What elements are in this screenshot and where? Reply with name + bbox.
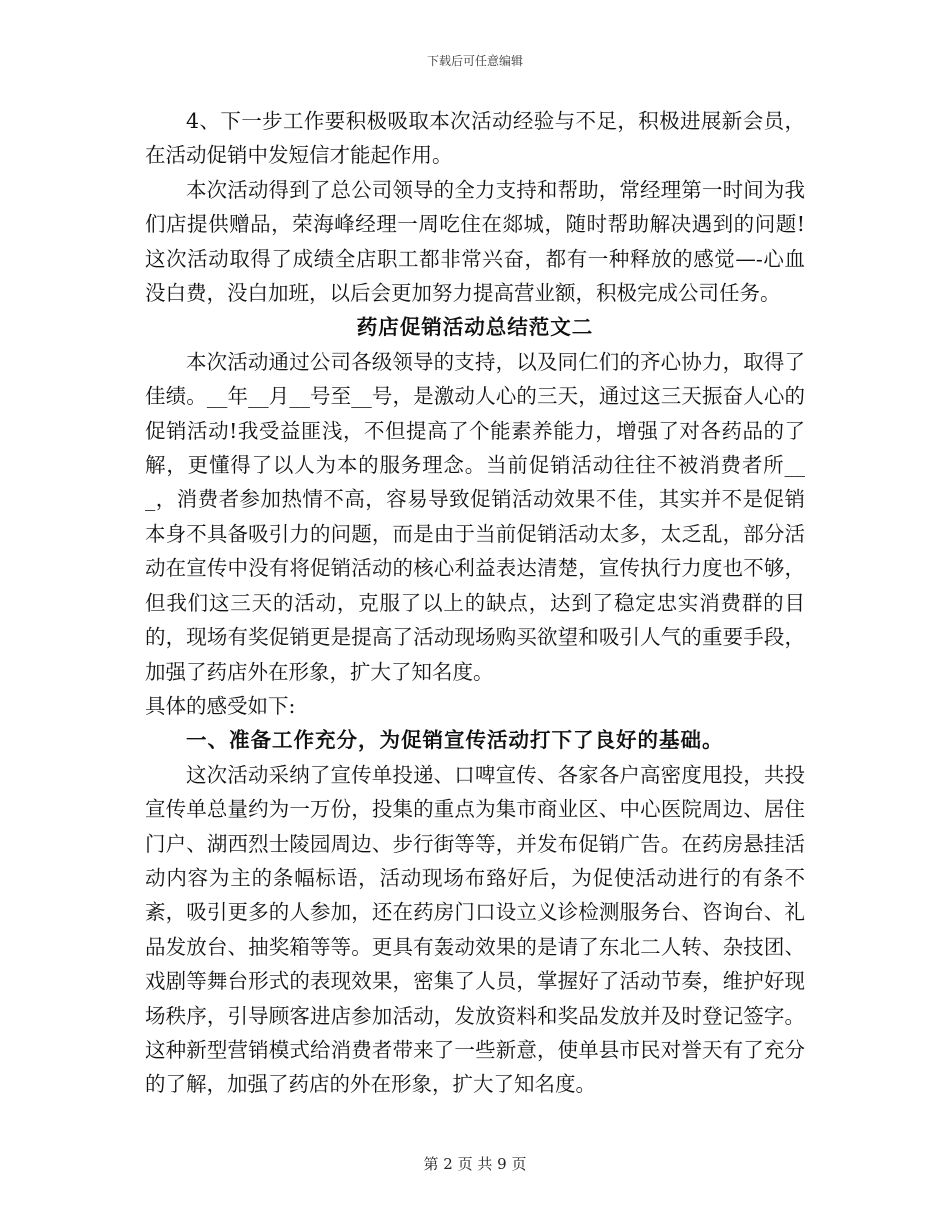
paragraph-feelings-lead: 具体的感受如下: <box>145 693 296 718</box>
paragraph-item-4: 4、下一步工作要积极吸取本次活动经验与不足，积极进展新会员，在活动促销中发短信才能起作用。 <box>145 109 805 168</box>
paragraph-activity-support: 本次活动得到了总公司领导的全力支持和帮助，常经理第一时间为我们店提供赠品，荣海峰经理一周吃住在郯城，随时帮助解决遇到的问题!这次活动取得了成绩全店职工都非常兴奋，都有一种释放的感觉—-心血没白费，没白加班，以后会更加努力提高营业额，积极完成公司任务。 <box>145 177 805 306</box>
section-title: 药店促销活动总结范文二 <box>356 315 594 340</box>
page-number: 第 2 页 共 9 页 <box>423 1155 527 1173</box>
section-heading-1: 一、准备工作充分，为促销宣传活动打下了良好的基础。 <box>186 728 724 753</box>
paragraph-intro: 本次活动通过公司各级领导的支持，以及同仁们的齐心协力，取得了佳绩。__年__月__号至__号，是激动人心的三天，通过这三天振奋人心的促销活动!我受益匪浅，不但提高了个能素养能力，增强了对各药品的了解，更懂得了以人为本的服务理念。当前促销活动往往不被消费者所___，消费者参加热情不高，容易导致促销活动效果不佳，其实并不是促销本身不具备吸引力的问题，而是由于当前促销活动太多，太乏乱，部分活动在宣传中没有将促销活动的核心利益表达清楚，宣传执行力度也不够，但我们这三天的活动，克服了以上的缺点，达到了稳定忠实消费群的目的，现场有奖促销更是提高了活动现场购买欲望和吸引人气的重要手段，加强了药店外在形象，扩大了知名度。 <box>145 349 805 684</box>
paragraph-preparation: 这次活动采纳了宣传单投递、口啤宣传、各家各户高密度甩投，共投宣传单总量约为一万份，投集的重点为集市商业区、中心医院周边、居住门户、湖西烈士陵园周边、步行街等等，并发布促销广告。在药房悬挂活动内容为主的条幅标语，活动现场布臵好后，为促使活动进行的有条不紊，吸引更多的人参加，还在药房门口设立义诊检测服务台、咨询台、礼品发放台、抽奖箱等等。更具有轰动效果的是请了东北二人转、杂技团、戏剧等舞台形式的表现效果，密集了人员，掌握好了活动节奏，维护好现场秩序，引导顾客进店参加活动，发放资料和奖品发放并及时登记签字。这种新型营销模式给消费者带来了一些新意，使单县市民对誉天有了充分的了解，加强了药店的外在形象，扩大了知名度。 <box>145 762 805 1097</box>
document-body <box>145 104 805 1102</box>
header-note: 下载后可任意编辑 <box>426 54 523 68</box>
